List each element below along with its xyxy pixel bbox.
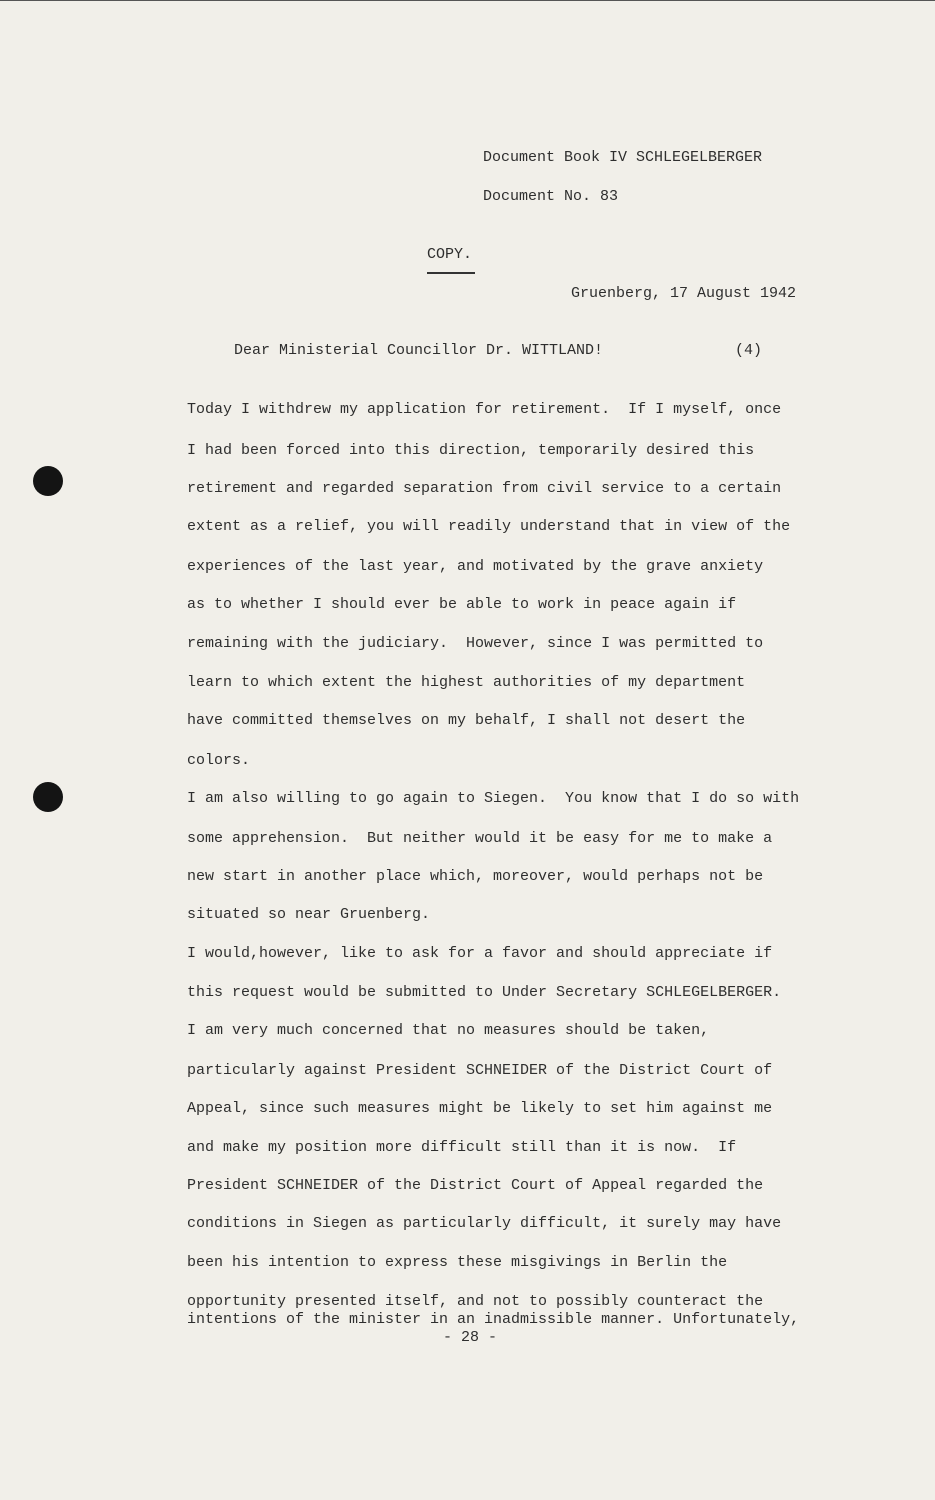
body-line: as to whether I should ever be able to work in peace again if [187,596,737,613]
body-line: new start in another place which, moreover, would perhaps not be [187,868,764,885]
body-line: learn to which extent the highest authorities of my department [187,674,746,691]
body-line: I am also willing to go again to Siegen. You know that I do so with [187,790,800,807]
body-line: been his intention to express these misgivings in Berlin the [187,1254,728,1271]
body-line: opportunity presented itself, and not to possibly counteract the [187,1293,764,1310]
marginal-mark: (4) [735,342,763,359]
copy-label: COPY. [427,246,473,263]
punch-hole [33,782,63,812]
body-line: retirement and regarded separation from civil service to a certain [187,480,782,497]
body-line: I am very much concerned that no measures should be taken, [187,1022,710,1039]
body-line: I had been forced into this direction, temporarily desired this [187,442,755,459]
salutation: Dear Ministerial Councillor Dr. WITTLAND! [234,342,604,359]
body-line: I would,however, like to ask for a favor and should appreciate if [187,945,773,962]
document-number: Document No. 83 [483,188,619,205]
document-book-reference: Document Book IV SCHLEGELBERGER [483,149,763,166]
body-line: particularly against President SCHNEIDER of the District Court of [187,1062,773,1079]
copy-underline [427,272,475,274]
body-line: remaining with the judiciary. However, since I was permitted to [187,635,764,652]
body-line: President SCHNEIDER of the District Court of Appeal regarded the [187,1177,764,1194]
body-line: conditions in Siegen as particularly difficult, it surely may have [187,1215,782,1232]
body-line: experiences of the last year, and motivated by the grave anxiety [187,558,764,575]
body-line: Today I withdrew my application for retirement. If I myself, once [187,401,782,418]
body-line: colors. [187,752,251,769]
punch-hole [33,466,63,496]
body-line: Appeal, since such measures might be likely to set him against me [187,1100,773,1117]
body-line: situated so near Gruenberg. [187,906,431,923]
body-line: have committed themselves on my behalf, I shall not desert the [187,712,746,729]
place-date: Gruenberg, 17 August 1942 [571,285,797,302]
body-line: some apprehension. But neither would it be easy for me to make a [187,830,773,847]
body-line: extent as a relief, you will readily understand that in view of the [187,518,791,535]
body-line: and make my position more difficult still than it is now. If [187,1139,737,1156]
page-number: - 28 - [443,1329,498,1346]
body-line: this request would be submitted to Under Secretary SCHLEGELBERGER. [187,984,782,1001]
body-line: intentions of the minister in an inadmissible manner. Unfortunately, [187,1311,800,1328]
